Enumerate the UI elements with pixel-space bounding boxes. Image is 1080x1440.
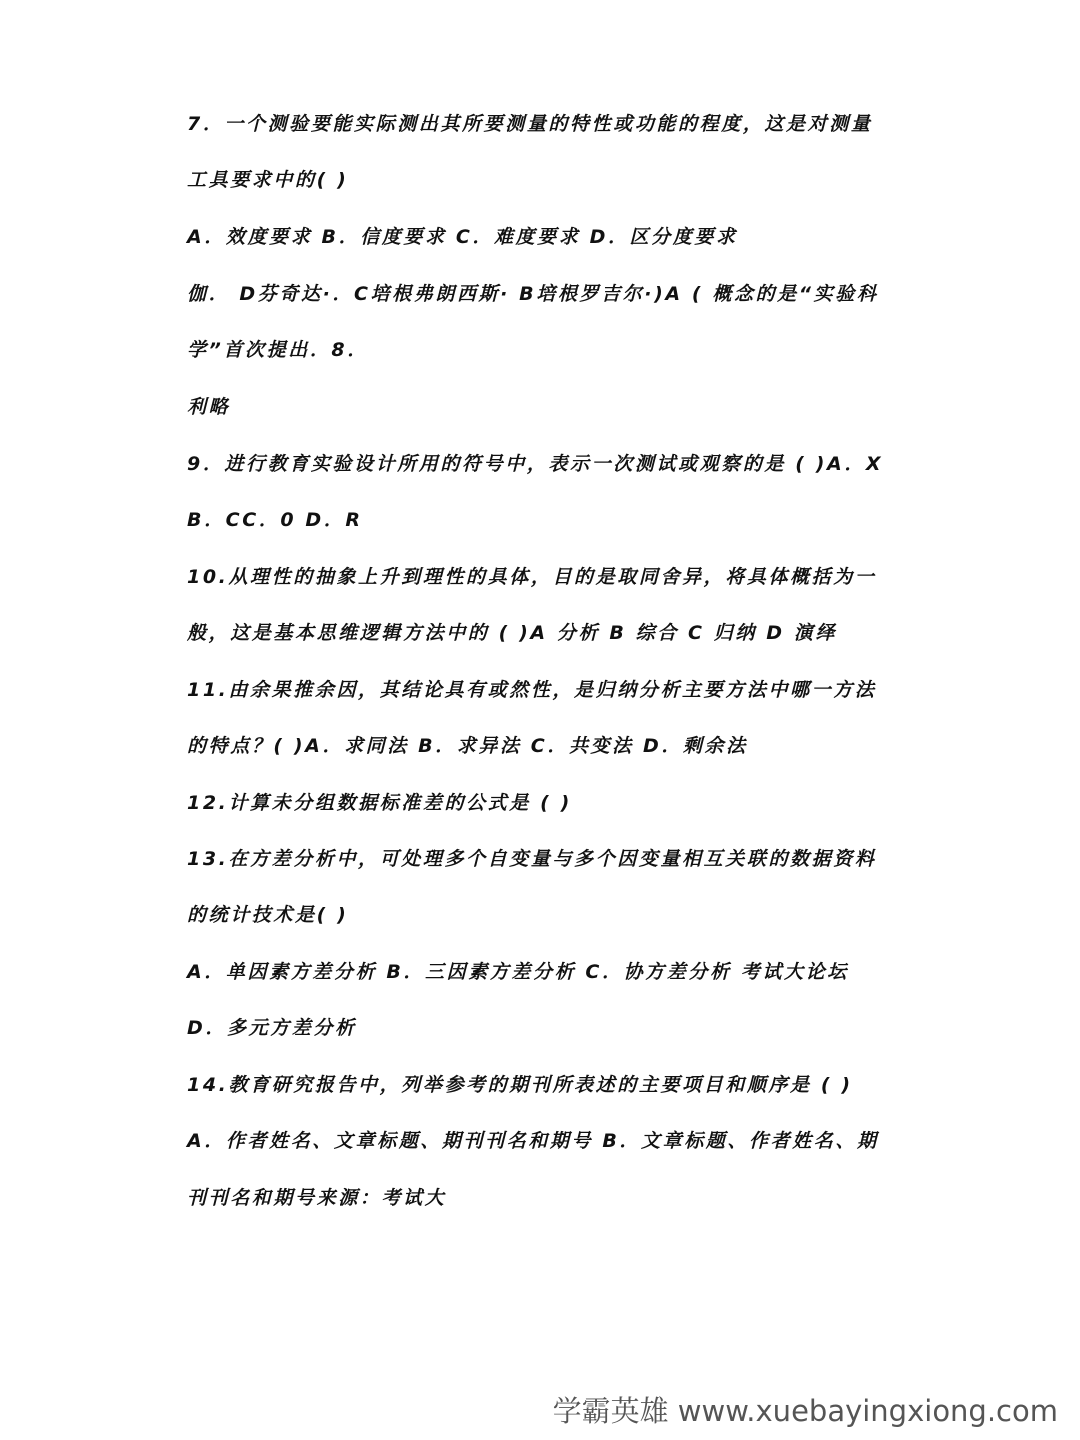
text-line: 伽． D芬奇达·．C培根弗朗西斯· B培根罗吉尔·)A ( 概念的是“实验科: [187, 283, 879, 305]
text-line: 的特点？( )A．求同法 B．求异法 C．共变法 D．剩余法: [187, 735, 748, 757]
text-line: 14.教育研究报告中，列举参考的期刊所表述的主要项目和顺序是 ( ): [187, 1074, 853, 1096]
text-line: 的统计技术是( ): [187, 904, 349, 926]
text-line: 10.从理性的抽象上升到理性的具体，目的是取同舍异，将具体概括为一: [187, 566, 877, 588]
text-line: 12.计算未分组数据标准差的公式是 ( ): [187, 792, 572, 814]
text-line: 9．进行教育实验设计所用的符号中，表示一次测试或观察的是 ( )A．X: [187, 453, 884, 475]
text-line: D．多元方差分析: [187, 1017, 357, 1039]
text-line: B．CC．0 D．R: [187, 509, 363, 531]
text-line: 11.由余果推余因，其结论具有或然性，是归纳分析主要方法中哪一方法: [187, 679, 877, 701]
text-line: 学”首次提出．8．: [187, 339, 369, 361]
text-line: 利略: [187, 396, 231, 418]
site-watermark: 学霸英雄 www.xuebayingxiong.com: [552, 1394, 1058, 1428]
text-line: 13.在方差分析中，可处理多个自变量与多个因变量相互关联的数据资料: [187, 848, 877, 870]
text-line: 般，这是基本思维逻辑方法中的 ( )A 分析 B 综合 C 归纳 D 演绎: [187, 622, 838, 644]
text-line: 工具要求中的( ): [187, 169, 349, 191]
text-line: A．效度要求 B．信度要求 C．难度要求 D．区分度要求: [187, 226, 738, 248]
text-line: 7．一个测验要能实际测出其所要测量的特性或功能的程度，这是对测量: [187, 113, 873, 135]
text-line: A．单因素方差分析 B．三因素方差分析 C．协方差分析 考试大论坛: [187, 961, 849, 983]
text-line: A．作者姓名、文章标题、期刊刊名和期号 B．文章标题、作者姓名、期: [187, 1130, 879, 1152]
text-line: 刊刊名和期号来源：考试大: [187, 1187, 447, 1209]
